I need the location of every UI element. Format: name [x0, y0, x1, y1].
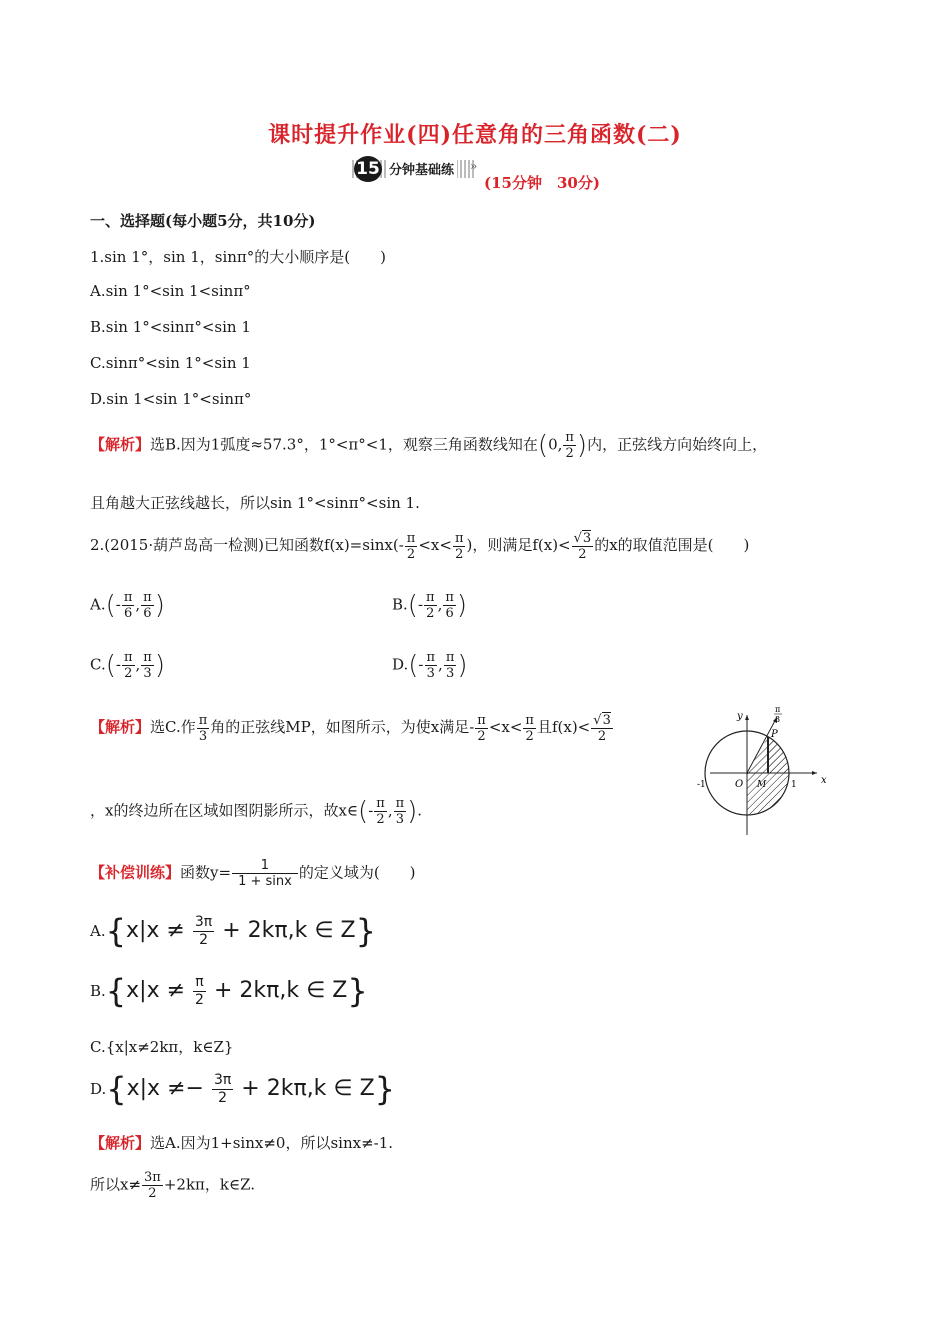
y-label: y — [737, 711, 743, 722]
interval-zero: 0, — [548, 435, 563, 454]
comp-analysis-line2: 所以x≠ $\frac{3\pi}{2}$ +2kπ，k∈Z. — [90, 1170, 256, 1201]
comp-option-d: D.{x|x ≠− $\frac{3\pi}{2}$ + 2kπ,k ∈ Z} — [90, 1070, 396, 1108]
analysis-label: 【解析】 — [90, 718, 151, 736]
origin-label: O — [735, 779, 744, 790]
fraction-sqrt3-over-2: $\frac{√3}{2}$ — [573, 531, 592, 562]
three-label: 3 — [775, 715, 781, 724]
neg-one-label: -1 — [697, 780, 706, 790]
badge-text: 分钟基础练 — [386, 159, 457, 178]
q2-stem — [90, 530, 749, 562]
compensation-label: 【补偿训练】 — [90, 863, 181, 882]
q1-option-d: D.sin 1<sin 1°<sinπ° — [90, 390, 252, 408]
comp-option-a: A.{x|x ≠ $\frac{3\pi}{2}$ + 2kπ,k ∈ Z} — [90, 912, 376, 950]
analysis-label: 【解析】 — [90, 1134, 151, 1152]
time-note: (15分钟 30分) — [484, 174, 600, 192]
q1-stem: 1.sin 1°，sin 1，sinπ°的大小顺序是( ) — [90, 248, 386, 266]
paren-right: ) — [576, 430, 588, 461]
badge-number: 15 — [354, 156, 382, 182]
x-label: x — [821, 775, 827, 786]
q1-option-b: B.sin 1°<sinπ°<sin 1 — [90, 318, 251, 336]
comp-stem: 【补偿训练】函数y= $\frac{1}{1 + \sin x}$ 的定义域为( ) — [90, 858, 416, 889]
q2-stem-c: )，则满足f(x)< — [466, 536, 571, 554]
q2-stem-a: 2.(2015·葫芦岛高一检测)已知函数f(x)=sinx(- — [90, 536, 404, 554]
q2-analysis-line2: ，x的终边所在区域如图阴影所示，故x∈(- $\frac{\pi}{2}$ , $\frac{\pi}{3}$ ). — [90, 796, 423, 827]
q2-option-b: B.(- $\frac{\pi}{2}$ , $\frac{\pi}{6}$ ) — [392, 590, 468, 621]
analysis-label: 【解析】 — [90, 435, 151, 454]
q2-stem-d: 的x的取值范围是( ) — [594, 536, 750, 554]
comp-analysis: 【解析】选A.因为1+sinx≠0，所以sinx≠-1. — [90, 1134, 394, 1152]
q1-option-a: A.sin 1°<sin 1<sinπ° — [90, 282, 251, 300]
q1-analysis — [90, 430, 767, 461]
fraction-pi-over-2: $\frac{\pi}{2}$ — [565, 430, 574, 461]
pi-label: π — [775, 705, 781, 714]
m-label: M — [757, 780, 767, 790]
time-badge — [352, 156, 478, 182]
section-heading: 一、选择题(每小题5分，共10分) — [90, 212, 316, 230]
q1-analysis-line2: 且角越大正弦线越长，所以sin 1°<sinπ°<sin 1. — [90, 494, 420, 512]
q2-analysis: 【解析】选C.作 $\frac{\pi}{3}$ 角的正弦线MP，如图所示，为使x满足- $\frac{\pi}{2}$ <x< $\frac{\pi}{2}$ 且f(x)< $\frac{√3}{2}$ — [90, 712, 611, 744]
q1-option-c: C.sinπ°<sin 1°<sin 1 — [90, 354, 251, 372]
comp-option-b: B.{x|x ≠ $\frac{\pi}{2}$ + 2kπ,k ∈ Z} — [90, 972, 368, 1010]
q1-analysis-text-b: 内，正弦线方向始终向上， — [587, 435, 768, 454]
fraction-pi-over-2: $\frac{\pi}{2}$ — [454, 530, 464, 562]
q1-analysis-text-a: 选B.因为1弧度≈57.3°，1°<π°<1，观察三角函数线知在 — [150, 435, 538, 454]
p-label: P — [771, 729, 778, 740]
page-title: 课时提升作业(四)任意角的三角函数(二) — [268, 122, 682, 148]
q2-option-a: A.(- $\frac{\pi}{6}$ , $\frac{\pi}{6}$ ) — [90, 590, 165, 621]
q2-option-d: D.(- $\frac{\pi}{3}$ , $\frac{\pi}{3}$ ) — [392, 650, 468, 681]
q2-stem-b: <x< — [418, 536, 452, 554]
unit-circle-figure — [697, 703, 835, 838]
fraction-pi-over-2: $\frac{\pi}{2}$ — [406, 530, 416, 562]
paren-left: ( — [537, 430, 549, 461]
badge-arrow-icon: » — [470, 159, 478, 173]
q2-option-c: C.(- $\frac{\pi}{2}$ , $\frac{\pi}{3}$ ) — [90, 650, 165, 681]
one-label: 1 — [791, 780, 797, 790]
comp-option-c: C.{x|x≠2kπ，k∈Z} — [90, 1038, 234, 1056]
